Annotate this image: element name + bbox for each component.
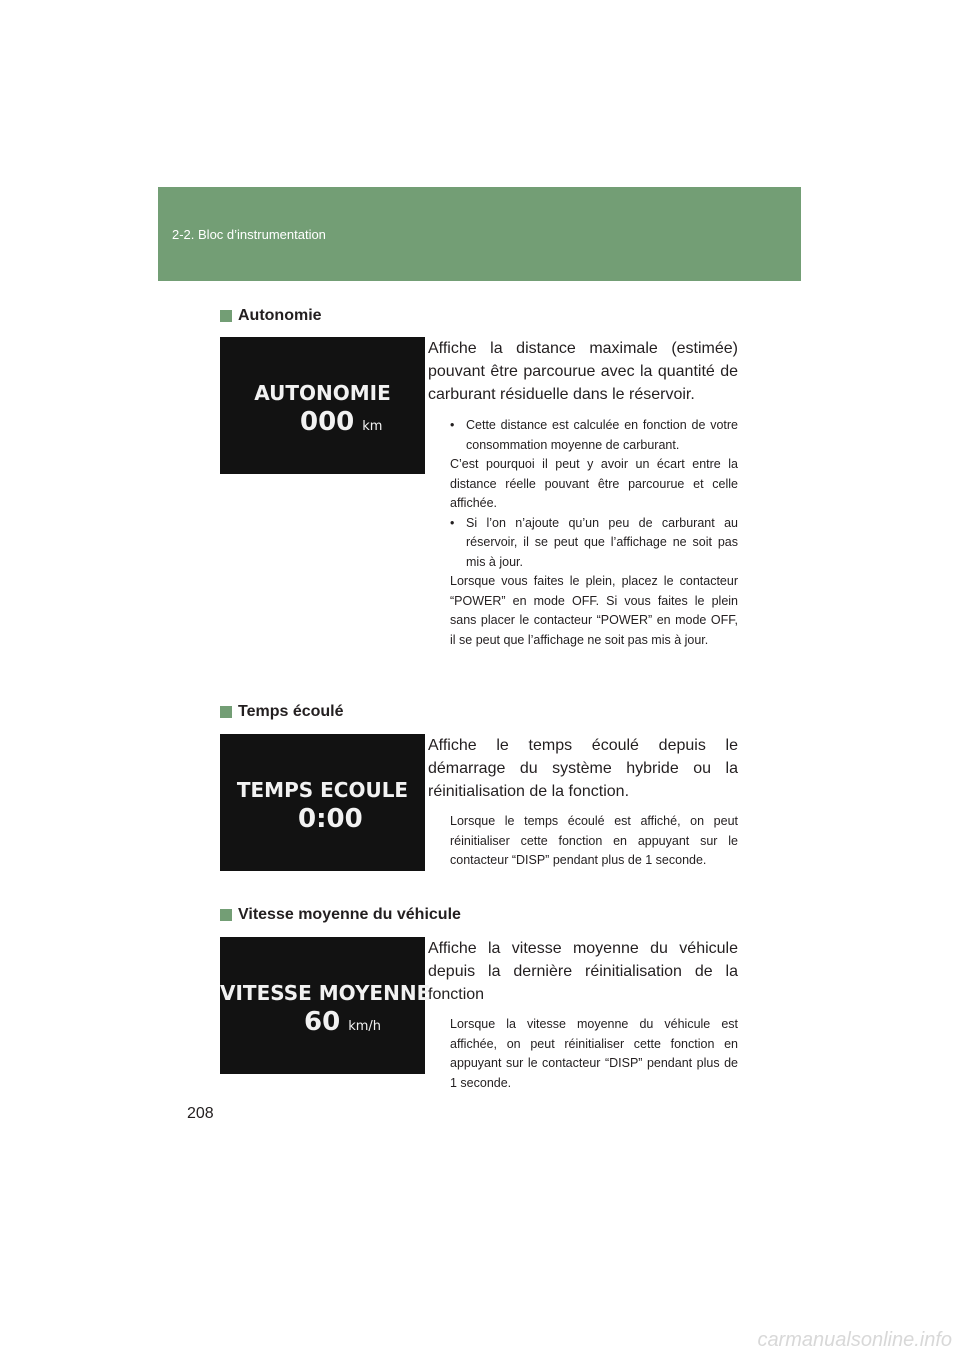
note-item: • Cette distance est calculée en fonction de votre consommation moyenne de carburant. — [450, 418, 738, 452]
display-label: AUTONOMIE — [254, 381, 391, 405]
square-bullet-icon — [220, 909, 232, 921]
watermark: carmanualsonline.info — [757, 1329, 952, 1351]
note-item: C’est pourquoi il peut y avoir un écart entre la distance réelle pouvant être parcourue et celle affichée. — [450, 457, 738, 510]
display-temps-ecoule — [220, 734, 425, 871]
note-item: • Si l’on n’ajoute qu’un peu de carburant au réservoir, il se peut que l’affichage ne soit pas mis à jour. — [450, 515, 738, 569]
note-item: Lorsque le temps écoulé est affiché, on peut réinitialiser cette fonction en appuyant sur le contacteur “DISP” pendant plus de 1 seconde. — [450, 814, 738, 867]
section-title-temps-ecoule: Temps écoulé — [220, 703, 344, 721]
display-label: TEMPS ECOULE — [236, 778, 409, 802]
chapter-title: 2-2. Bloc d’instrumentation — [172, 227, 326, 242]
square-bullet-icon — [220, 706, 232, 718]
description-vitesse-moyenne: Affiche la vitesse moyenne du véhicule depuis la dernière réinitialisation de la fonction — [428, 940, 738, 1003]
display-value: 0:00 — [298, 804, 363, 834]
notes-autonomie — [450, 416, 738, 650]
display-value: 60 km/h — [304, 1007, 381, 1037]
display-autonomie — [220, 337, 425, 474]
chapter-header — [158, 187, 801, 281]
display-label: VITESSE MOYENNE — [220, 981, 431, 1005]
section-title-vitesse-moyenne: Vitesse moyenne du véhicule — [220, 906, 461, 924]
notes-vitesse-moyenne — [450, 1015, 738, 1093]
section-title-autonomie: Autonomie — [220, 307, 322, 325]
note-item: Lorsque la vitesse moyenne du véhicule est affichée, on peut réinitialiser cette fonction en appuyant sur le contacteur “DISP” pendant plus de 1 seconde. — [450, 1017, 738, 1090]
page-number: 208 — [187, 1105, 214, 1122]
description-autonomie: Affiche la distance maximale (estimée) pouvant être parcourue avec la quantité de carburant résiduelle dans le réservoir. — [428, 340, 738, 403]
display-value: 000 km — [300, 407, 383, 437]
square-bullet-icon — [220, 310, 232, 322]
note-item: Lorsque vous faites le plein, placez le contacteur “POWER” en mode OFF. Si vous faites le plein sans placer le contacteur “POWER” en mode OFF, il se peut que l’affichage ne soit pas mis à jour. — [450, 574, 738, 647]
display-vitesse-moyenne — [220, 937, 431, 1074]
description-temps-ecoule: Affiche le temps écoulé depuis le démarrage du système hybride ou la réinitialisation de la fonction. — [428, 737, 738, 800]
notes-temps-ecoule — [450, 812, 738, 871]
